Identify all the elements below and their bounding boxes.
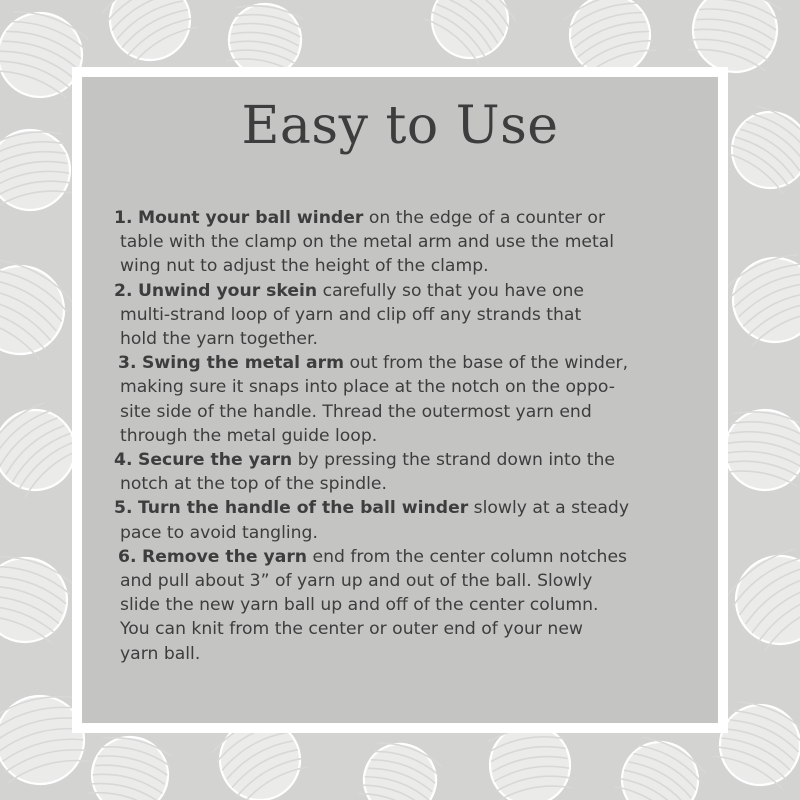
- yarn-ball-icon: [719, 244, 800, 356]
- step-number: 3.: [118, 353, 137, 374]
- step-number: 6.: [118, 546, 137, 567]
- page-title: Easy to Use: [241, 96, 559, 156]
- step-number: 1.: [114, 208, 133, 228]
- step-text-line: end from the center column notches: [307, 546, 627, 567]
- step-text-line: slide the new yarn ball up and off of the center column.: [120, 595, 599, 616]
- step-text-line: yarn ball.: [120, 643, 201, 664]
- step-text-line: hold the yarn together.: [120, 329, 318, 350]
- yarn-ball-icon: [83, 728, 176, 800]
- step-heading: Secure the yarn: [137, 450, 293, 471]
- step-text-line: and pull about 3” of yarn up and out of the ball. Slowly: [120, 571, 593, 592]
- step-text-line: multi-strand loop of yarn and clip off any strands that: [120, 304, 582, 325]
- steps-list: [114, 206, 714, 666]
- yarn-ball-icon: [719, 539, 800, 662]
- step-2: [114, 279, 714, 352]
- yarn-ball-icon: [95, 0, 204, 75]
- step-heading: Mount your ball winder: [137, 208, 364, 228]
- step-1: [114, 206, 714, 279]
- step-text-line: making sure it snaps into place at the notch on the oppo-: [120, 377, 615, 398]
- step-4: [114, 448, 714, 496]
- step-text-line: by pressing the strand down into the: [292, 450, 615, 471]
- step-text-line: notch at the top of the spindle.: [120, 474, 387, 495]
- step-number: 5.: [114, 498, 133, 519]
- yarn-ball-icon: [354, 734, 446, 800]
- yarn-ball-icon: [719, 404, 800, 497]
- step-heading: Unwind your skein: [137, 280, 318, 301]
- step-heading: Turn the handle of the ball winder: [137, 498, 469, 519]
- step-number: 4.: [114, 450, 133, 471]
- step-5: [114, 496, 714, 544]
- step-heading: Remove the yarn: [141, 546, 308, 567]
- step-text-line: on the edge of a counter or: [363, 208, 606, 228]
- step-text-line: slowly at a steady: [468, 498, 630, 519]
- step-heading: Swing the metal arm: [141, 353, 344, 374]
- step-text-line: wing nut to adjust the height of the clamp.: [120, 256, 489, 277]
- step-3: [114, 351, 714, 448]
- step-text-line: pace to avoid tangling.: [120, 522, 318, 543]
- yarn-ball-icon: [608, 728, 712, 800]
- step-text-line: carefully so that you have one: [317, 280, 584, 301]
- step-text-line: through the metal guide loop.: [120, 425, 378, 446]
- step-text-line: table with the clamp on the metal arm and use the metal: [120, 232, 615, 253]
- step-text-line: site side of the handle. Thread the outermost yarn end: [120, 401, 592, 422]
- yarn-ball-icon: [0, 546, 79, 654]
- yarn-ball-icon: [416, 0, 523, 74]
- step-number: 2.: [114, 280, 133, 301]
- step-text-line: out from the base of the winder,: [343, 353, 629, 374]
- yarn-ball-icon: [0, 250, 80, 370]
- step-6: [114, 545, 714, 666]
- step-text-line: You can knit from the center or outer end of your new: [120, 619, 583, 640]
